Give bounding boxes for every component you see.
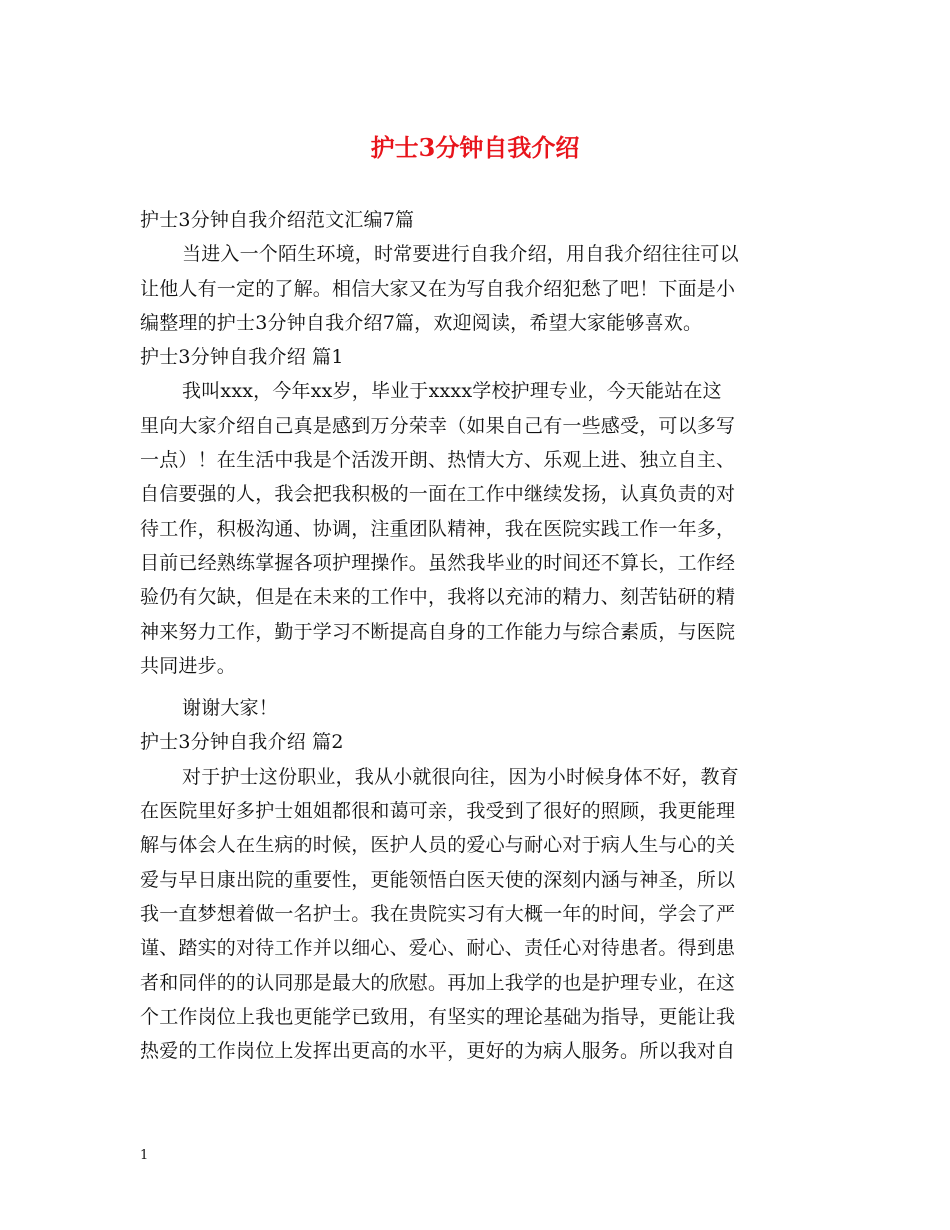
text-line: 谨、踏实的对待工作并以细心、爱心、耐心、责任心对待患者。得到患	[140, 937, 736, 960]
text-line: 目前已经熟练掌握各项护理操作。虽然我毕业的时间还不算长，工作经	[140, 551, 736, 574]
text-line: 让他人有一定的了解。相信大家又在为写自我介绍犯愁了吧！下面是小	[140, 277, 736, 300]
text-line: 我一直梦想着做一名护士。我在贵院实习有大概一年的时间，学会了严	[140, 902, 736, 925]
text-line: 爱与早日康出院的重要性，更能领悟白医天使的深刻内涵与神圣，所以	[140, 868, 736, 891]
text-line: 编整理的护士3分钟自我介绍7篇，欢迎阅读，希望大家能够喜欢。	[140, 311, 703, 334]
text-line: 者和同伴的的认同那是最大的欣慰。再加上我学的也是护理专业，在这	[140, 971, 736, 994]
text-line: 解与体会人在生病的时候，医护人员的爱心与耐心对于病人生与心的关	[140, 834, 736, 857]
text-line: 共同进步。	[140, 654, 237, 677]
text-line: 个工作岗位上我也更能学已致用，有坚实的理论基础为指导，更能让我	[140, 1005, 736, 1028]
section-heading: 护士3分钟自我介绍 篇1	[140, 346, 344, 369]
text-line: 热爱的工作岗位上发挥出更高的水平，更好的为病人服务。所以我对自	[140, 1040, 736, 1063]
section-heading: 护士3分钟自我介绍范文汇编7篇	[140, 209, 415, 231]
text-line: 我叫xxx，今年xx岁，毕业于xxxx学校护理专业，今天能站在这	[182, 380, 722, 403]
text-line: 一点）！在生活中我是个活泼开朗、热情大方、乐观上进、独立自主、	[140, 449, 736, 472]
text-line: 里向大家介绍自己真是感到万分荣幸（如果自己有一些感受，可以多写	[140, 414, 736, 437]
document-body	[140, 203, 812, 1068]
text-line: 谢谢大家！	[182, 697, 279, 720]
text-line: 自信要强的人，我会把我积极的一面在工作中继续发扬，认真负责的对	[140, 483, 736, 506]
page-number: 1	[140, 1148, 149, 1163]
text-line: 当进入一个陌生环境，时常要进行自我介绍，用自我介绍往往可以	[182, 243, 739, 266]
document-title: 护士3分钟自我介绍	[370, 133, 580, 162]
text-line: 对于护士这份职业，我从小就很向往，因为小时候身体不好，教育	[182, 765, 739, 788]
text-line: 待工作，积极沟通、协调，注重团队精神，我在医院实践工作一年多，	[140, 517, 736, 540]
text-line: 验仍有欠缺，但是在未来的工作中，我将以充沛的精力、刻苦钻研的精	[140, 586, 736, 609]
text-line: 神来努力工作，勤于学习不断提高自身的工作能力与综合素质，与医院	[140, 620, 736, 643]
section-heading: 护士3分钟自我介绍 篇2	[140, 731, 344, 754]
text-line: 在医院里好多护士姐姐都很和蔼可亲，我受到了很好的照顾，我更能理	[140, 800, 736, 823]
